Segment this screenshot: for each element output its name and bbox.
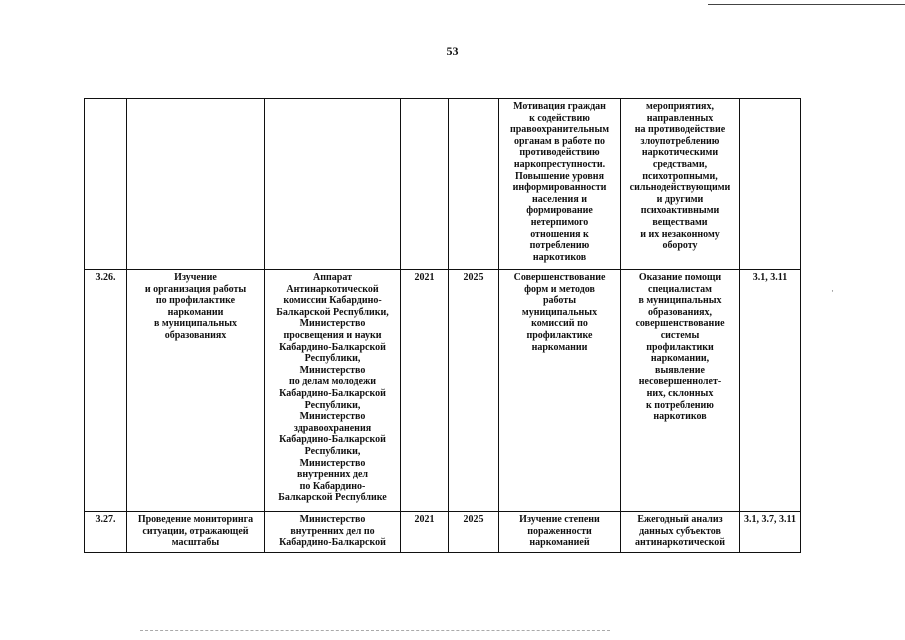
item-number: 3.27. <box>85 512 127 553</box>
expected-result: Ежегодный анализ данных субъектов антинаркотической <box>621 512 740 553</box>
executors: Аппарат Антинаркотической комиссии Кабардино- Балкарской Республики, Министерство просвещения и науки Кабардино-Балкарской Республики, Министерство по делам молодежи Кабардино-Балкарской Республики, Министерство здравоохранения Кабардино-Балкарской Республики, Министерство внутренних дел по Кабардино- Балкарской Республике <box>265 270 401 512</box>
start-year <box>401 99 449 270</box>
scan-speck: · <box>831 286 834 296</box>
table-row <box>85 270 801 512</box>
item-number: 3.26. <box>85 270 127 512</box>
page-number: 53 <box>446 44 459 58</box>
activity-name: Проведение мониторинга ситуации, отражающей масштабы <box>127 512 265 553</box>
start-year: 2021 <box>401 512 449 553</box>
activity-name: Изучение и организация работы по профилактике наркомании в муниципальных образованиях <box>127 270 265 512</box>
executors <box>265 99 401 270</box>
scan-artifact-line <box>140 630 610 631</box>
indicators <box>740 99 801 270</box>
table-row <box>85 99 801 270</box>
activity-content: Изучение степени пораженности наркоманией <box>499 512 621 553</box>
indicators: 3.1, 3.7, 3.11 <box>740 512 801 553</box>
start-year: 2021 <box>401 270 449 512</box>
item-number <box>85 99 127 270</box>
activity-content: Совершенствование форм и методов работы муниципальных комиссий по профилактике наркомании <box>499 270 621 512</box>
end-year: 2025 <box>449 512 499 553</box>
executors: Министерство внутренних дел по Кабардино-Балкарской <box>265 512 401 553</box>
indicators: 3.1, 3.11 <box>740 270 801 512</box>
top-margin-rule <box>708 4 905 5</box>
end-year <box>449 99 499 270</box>
activity-name <box>127 99 265 270</box>
expected-result: Оказание помощи специалистам в муниципальных образованиях, совершенствование системы профилактики наркомании, выявление несовершеннолет- них, склонных к потреблению наркотиков <box>621 270 740 512</box>
end-year: 2025 <box>449 270 499 512</box>
expected-result: мероприятиях, направленных на противодействие злоупотреблению наркотическими средствами, психотропными, сильнодействующими и другими психоактивными веществами и их незаконному обороту <box>621 99 740 270</box>
table-row <box>85 512 801 553</box>
activity-content: Мотивация граждан к содействию правоохранительным органам в работе по противодействию наркопреступности. Повышение уровня информированности населения и формирование нетерпимого отношения к потреблению наркотиков <box>499 99 621 270</box>
action-plan-table <box>84 98 801 553</box>
